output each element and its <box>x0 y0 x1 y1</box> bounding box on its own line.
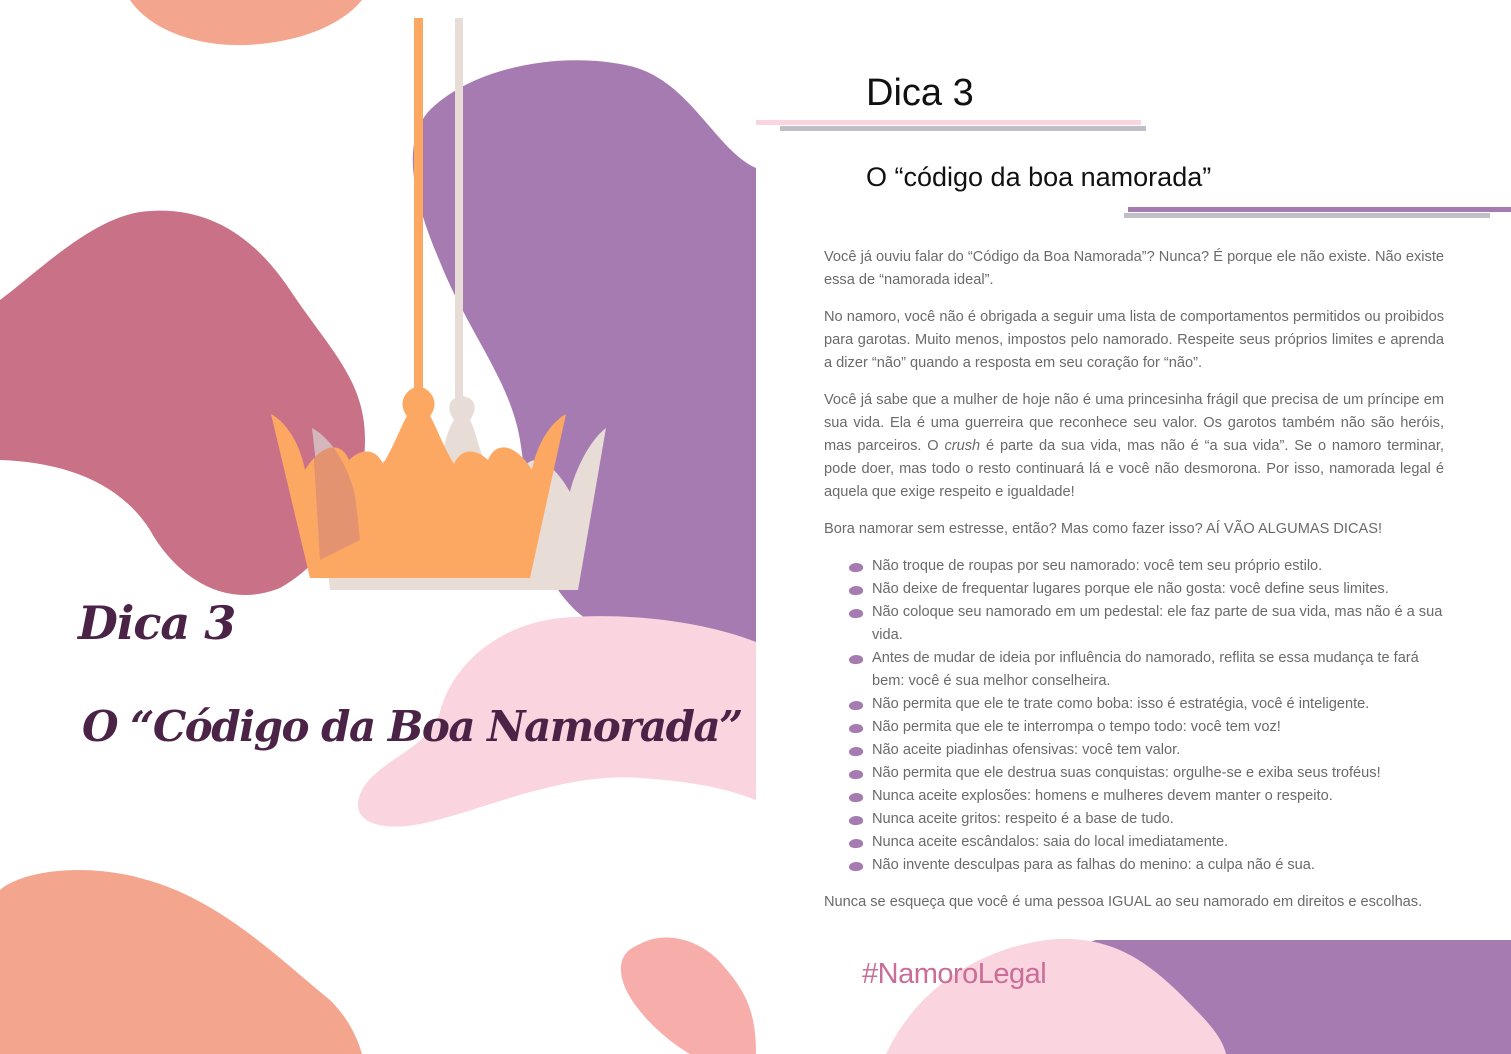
hashtag: #NamoroLegal <box>862 958 1047 990</box>
crush-emphasis: crush <box>944 438 981 454</box>
article-page <box>756 0 1511 1054</box>
leaf-bullet-icon <box>848 700 863 711</box>
leaf-bullet-icon <box>848 723 863 734</box>
tip-text: Não troque de roupas por seu namorado: você tem seu próprio estilo. <box>872 558 1323 574</box>
paragraph-intro: Você já ouviu falar do “Código da Boa Namorada”? Nunca? É porque ele não existe. Não existe essa de “namorada ideal”. <box>824 249 1444 288</box>
coral-blob <box>621 938 756 1054</box>
tip-item <box>872 647 1444 693</box>
leaf-bullet-icon <box>848 815 863 826</box>
leaf-bullet-icon <box>848 861 863 872</box>
leaf-bullet-icon <box>848 838 863 849</box>
tip-item <box>872 601 1444 647</box>
pink-rule <box>756 120 1141 125</box>
leaf-bullet-icon <box>848 769 863 780</box>
tip-text: Nunca aceite explosões: homens e mulheres devem manter o respeito. <box>872 788 1333 804</box>
tip-text: Não deixe de frequentar lugares porque ele não gosta: você define seus limites. <box>872 581 1389 597</box>
tip-text: Não coloque seu namorado em um pedestal: ele faz parte de sua vida, mas não é a sua vida. <box>872 604 1443 643</box>
tip-text: Não invente desculpas para as falhas do menino: a culpa não é sua. <box>872 857 1315 873</box>
gray-rule <box>780 126 1146 131</box>
tip-text: Não aceite piadinhas ofensivas: você tem valor. <box>872 742 1181 758</box>
tip-subheading: O “código da boa namorada” <box>866 162 1212 192</box>
tip-item <box>872 785 1444 808</box>
purple-rule <box>1128 207 1511 212</box>
tip-item <box>872 739 1444 762</box>
paragraph-princess <box>824 389 1444 504</box>
paragraph-closing: Nunca se esqueça que você é uma pessoa IGUAL ao seu namorado em direitos e escolhas. <box>824 894 1423 910</box>
tip-item <box>872 762 1444 785</box>
cover-title: O “Código da Boa Namorada” <box>82 702 742 751</box>
tip-text: Não permita que ele te interrompa o tempo todo: você tem voz! <box>872 719 1281 735</box>
tip-text: Antes de mudar de ideia por influência do namorado, reflita se essa mudança te fará bem: você é sua melhor conselheira. <box>872 650 1419 689</box>
tip-item <box>872 578 1444 601</box>
leaf-bullet-icon <box>848 585 863 596</box>
paragraph-princess-part2: é parte da sua vida, mas não é “a sua vida”. Se o namoro terminar, pode doer, mas todo o resto continuará lá e você não desmorona. Por isso, namorada legal é aquela que exige respeito e igualdade! <box>824 438 1444 500</box>
tip-item <box>872 555 1444 578</box>
tip-heading: Dica 3 <box>866 72 974 114</box>
peach-blob-bottom <box>0 870 362 1054</box>
article-body <box>824 246 1444 928</box>
leaf-bullet-icon <box>848 746 863 757</box>
tip-text: Não permita que ele destrua suas conquistas: orgulhe-se e exiba seus troféus! <box>872 765 1381 781</box>
tip-text: Nunca aceite gritos: respeito é a base de tudo. <box>872 811 1174 827</box>
tip-text: Nunca aceite escândalos: saia do local imediatamente. <box>872 834 1229 850</box>
leaf-bullet-icon <box>848 608 863 619</box>
paragraph-tips-intro: Bora namorar sem estresse, então? Mas como fazer isso? AÍ VÃO ALGUMAS DICAS! <box>824 521 1383 537</box>
tip-item <box>872 854 1444 877</box>
paragraph-princess-part1: Você já sabe que a mulher de hoje não é uma princesinha frágil que precisa de um príncipe em sua vida. Ela é uma guerreira que reconhece seu valor. Os garotos também não são heróis, mas parceiros. O <box>824 392 1444 454</box>
cover-label: Dica 3 <box>78 596 236 650</box>
gray-rule-lower <box>1124 213 1490 218</box>
leaf-bullet-icon <box>848 792 863 803</box>
leaf-bullet-icon <box>848 562 863 573</box>
tip-item <box>872 693 1444 716</box>
paragraph-rules: No namoro, você não é obrigada a seguir uma lista de comportamentos permitidos ou proibidos para garotas. Muito menos, impostos pelo namorado. Respeite seus próprios limites e aprenda a dizer “não” quando a resposta em seu coração for “não”. <box>824 309 1444 371</box>
tip-item <box>872 831 1444 854</box>
tip-item <box>872 716 1444 739</box>
tip-item <box>872 808 1444 831</box>
tip-text: Não permita que ele te trate como boba: isso é estratégia, você é inteligente. <box>872 696 1370 712</box>
peach-blob-top <box>130 0 362 45</box>
leaf-bullet-icon <box>848 654 863 665</box>
tips-list <box>824 555 1444 877</box>
